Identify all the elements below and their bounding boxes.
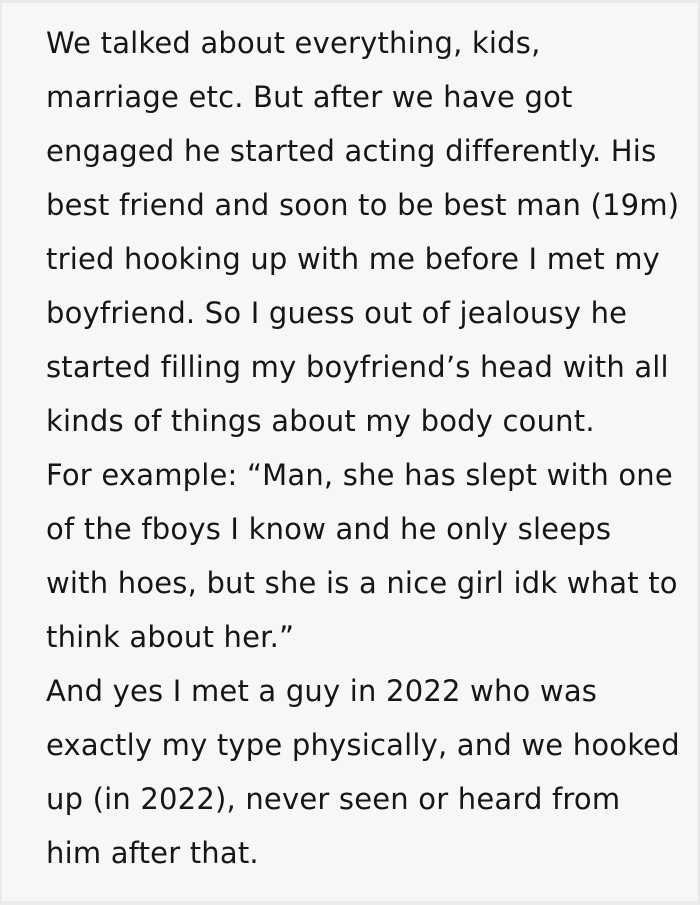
post-line: with hoes, but she is a nice girl idk what to <box>46 566 678 600</box>
post-line: of the fboys I know and he only sleeps <box>46 512 612 546</box>
post-line: For example: “Man, she has slept with one <box>46 458 673 492</box>
post-line: him after that. <box>46 836 259 870</box>
post-line: And yes I met a guy in 2022 who was <box>46 674 598 708</box>
post-line: best friend and soon to be best man (19m) <box>46 188 680 222</box>
post-line: boyfriend. So I guess out of jealousy he <box>46 296 628 330</box>
post-line: up (in 2022), never seen or heard from <box>46 782 621 816</box>
post-line: marriage etc. But after we have got <box>46 80 573 114</box>
post-line: kinds of things about my body count. <box>46 404 595 438</box>
post-line: exactly my type physically, and we hooked <box>46 728 680 762</box>
post-line: engaged he started acting differently. His <box>46 134 657 168</box>
post-text <box>2 3 698 880</box>
post-line: tried hooking up with me before I met my <box>46 242 661 276</box>
post-line: started filling my boyfriend’s head with all <box>46 350 669 384</box>
post-line: think about her.” <box>46 620 295 654</box>
post-line: We talked about everything, kids, <box>46 26 541 60</box>
